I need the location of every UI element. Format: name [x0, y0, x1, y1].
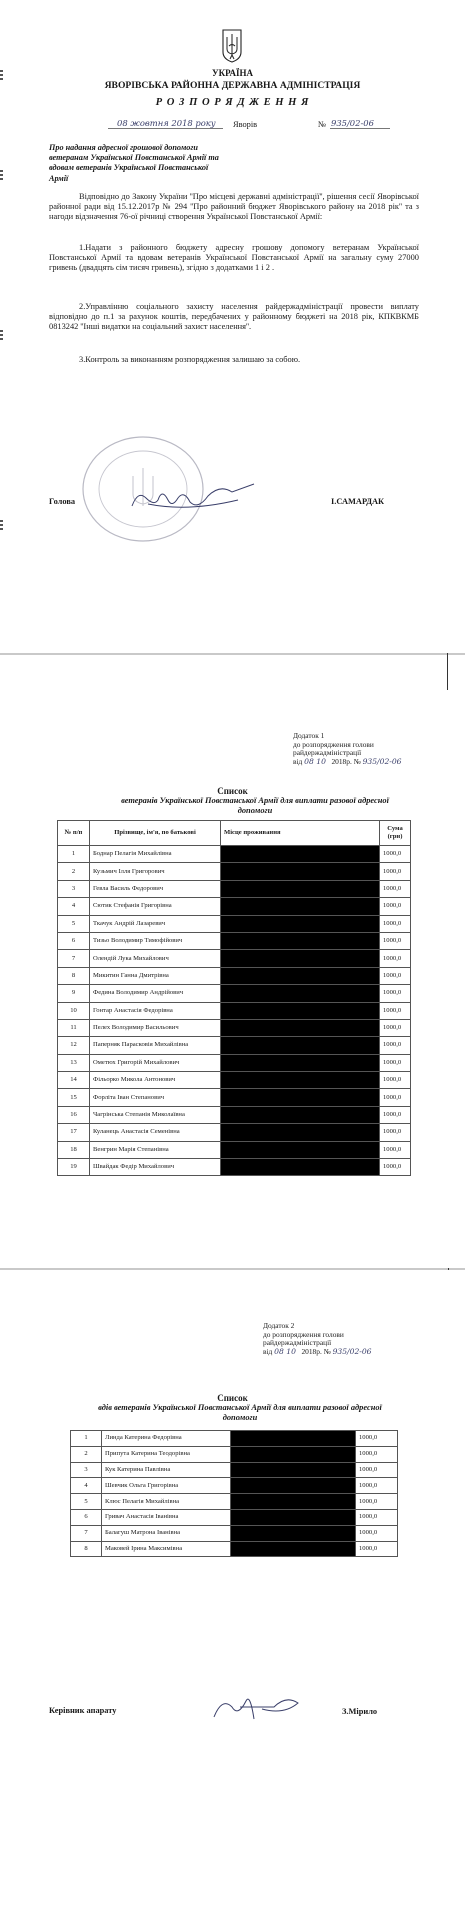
punch-marks	[0, 520, 5, 532]
recipient-name: Припута Катерина Теодорівна	[102, 1446, 231, 1462]
head-title: Голова	[49, 497, 76, 506]
recipient-name: Шевчик Ольга Григорівна	[102, 1478, 231, 1494]
amount-cell: 1000,0	[380, 1019, 411, 1036]
table-row	[58, 1124, 411, 1141]
recipient-name: Микитин Ганна Дмитрівна	[90, 967, 221, 984]
recipient-name: Линда Катерина Федорівна	[102, 1431, 231, 1447]
row-number: 13	[58, 1054, 90, 1071]
annex2-title: Список	[217, 1393, 248, 1403]
amount-cell: 1000,0	[380, 950, 411, 967]
recipient-name: Олендій Лука Михайлович	[90, 950, 221, 967]
amount-cell: 1000,0	[380, 1106, 411, 1123]
amount-cell: 1000,0	[380, 932, 411, 949]
table-row	[58, 1141, 411, 1158]
annex1-header: Додаток 1 до розпорядження голови райдержадміністрації від 08 10 2018р. № 935/02-06	[293, 731, 402, 766]
table-row	[58, 1037, 411, 1054]
amount-cell: 1000,0	[380, 898, 411, 915]
redacted-address	[231, 1462, 356, 1478]
recipient-name: Паперняк Парасковія Михайлівна	[90, 1037, 221, 1054]
amount-cell: 1000,0	[380, 880, 411, 897]
page-divider	[0, 653, 465, 655]
redacted-address	[231, 1446, 356, 1462]
recipient-name: Швайдак Федір Михайлович	[90, 1159, 221, 1176]
handwritten-signature-icon	[128, 480, 258, 514]
row-number: 4	[71, 1478, 102, 1494]
redacted-address	[221, 1072, 380, 1089]
row-number: 6	[71, 1509, 102, 1525]
row-number: 8	[58, 967, 90, 984]
table-row	[58, 1159, 411, 1176]
row-number: 14	[58, 1072, 90, 1089]
row-number: 2	[58, 863, 90, 880]
amount-cell: 1000,0	[356, 1525, 398, 1541]
recipient-name: Балагуш Матрона Іванівна	[102, 1525, 231, 1541]
redacted-address	[221, 1124, 380, 1141]
table-row	[58, 967, 411, 984]
amount-cell: 1000,0	[380, 967, 411, 984]
recipient-name: Ометюх Григорій Михайлович	[90, 1054, 221, 1071]
country-name: УКРАЇНА	[212, 68, 253, 78]
redacted-address	[221, 880, 380, 897]
table-row	[58, 1089, 411, 1106]
table-row	[58, 1072, 411, 1089]
redacted-address	[221, 1054, 380, 1071]
amount-cell: 1000,0	[380, 985, 411, 1002]
annex2-page	[0, 1270, 465, 1920]
recipient-name: Кузьмич Ілля Григорович	[90, 863, 221, 880]
order-subject: Про надання адресної грошової допомоги ветеранам Української Повстанської Армії та вдовам ветеранів Української Повстанської Армії	[49, 143, 219, 183]
annex2-subtitle: вдів ветеранів Української Повстанської Армії для виплати разової адресної допомоги	[98, 1403, 382, 1422]
amount-cell: 1000,0	[380, 1002, 411, 1019]
row-number: 12	[58, 1037, 90, 1054]
redacted-address	[221, 1106, 380, 1123]
row-number: 1	[71, 1431, 102, 1447]
amount-cell: 1000,0	[380, 1089, 411, 1106]
redacted-address	[221, 1089, 380, 1106]
row-number: 11	[58, 1019, 90, 1036]
row-number: 4	[58, 898, 90, 915]
number-sign: №	[318, 120, 326, 129]
recipient-name: Гевла Василь Федорович	[90, 880, 221, 897]
order-number: 935/02-06	[331, 118, 374, 128]
amount-cell: 1000,0	[380, 1072, 411, 1089]
table-row	[71, 1462, 398, 1478]
redacted-address	[231, 1431, 356, 1447]
table-row	[58, 915, 411, 932]
table-row	[58, 985, 411, 1002]
amount-cell: 1000,0	[380, 915, 411, 932]
redacted-address	[231, 1494, 356, 1510]
annex2-table	[70, 1430, 398, 1557]
row-number: 7	[58, 950, 90, 967]
redacted-address	[231, 1525, 356, 1541]
annex1-page	[0, 690, 465, 1270]
recipient-name: Сютик Стефанія Григорівна	[90, 898, 221, 915]
recipient-name: Венгрин Марія Степанівна	[90, 1141, 221, 1158]
redacted-address	[231, 1509, 356, 1525]
row-number: 3	[58, 880, 90, 897]
amount-cell: 1000,0	[380, 1159, 411, 1176]
redacted-address	[221, 1141, 380, 1158]
issuer-name: ЯВОРІВСЬКА РАЙОННА ДЕРЖАВНА АДМІНІСТРАЦІЯ	[104, 80, 361, 91]
row-number: 18	[58, 1141, 90, 1158]
table-row	[71, 1478, 398, 1494]
column-header: Сума (грн)	[380, 821, 411, 846]
recipient-name: Чагрінська Степанія Миколаївна	[90, 1106, 221, 1123]
redacted-address	[221, 915, 380, 932]
trident-emblem-icon	[221, 28, 243, 64]
number-underline	[330, 128, 390, 129]
row-number: 7	[71, 1525, 102, 1541]
table-row	[58, 880, 411, 897]
punch-marks	[0, 330, 5, 342]
date-underline	[108, 128, 223, 129]
redacted-address	[231, 1478, 356, 1494]
annex2-signer-name: З.Мірило	[342, 1707, 378, 1716]
amount-cell: 1000,0	[380, 846, 411, 863]
row-number: 3	[71, 1462, 102, 1478]
order-item-2: 2.Управлінню соціального захисту населення райдержадміністрації провести виплату відповідно до п.1 за рахунок коштів, передбачених у районному бюджеті на 2018 рік, КПКВКМБ 0813242 ''Інші видатки на соціальний захист населення''.	[49, 302, 419, 331]
redacted-address	[221, 846, 380, 863]
amount-cell: 1000,0	[380, 1124, 411, 1141]
row-number: 15	[58, 1089, 90, 1106]
row-number: 2	[71, 1446, 102, 1462]
order-page	[0, 0, 465, 690]
redacted-address	[221, 985, 380, 1002]
recipient-name: Маковей Ірина Максимівна	[102, 1541, 231, 1557]
punch-marks	[0, 170, 5, 182]
order-item-1: 1.Надати з районного бюджету адресну грошову допомогу ветеранам Української Повстанської Армії та вдовам ветеранів Української Повстанської Армії на загальну суму 27000 гривень (двадцять сім тисяч гривень), згідно з додатками 1 і 2 .	[49, 243, 419, 272]
recipient-name: Федина Володимир Андрійович	[90, 985, 221, 1002]
row-number: 9	[58, 985, 90, 1002]
row-number: 17	[58, 1124, 90, 1141]
table-row	[58, 1106, 411, 1123]
amount-cell: 1000,0	[356, 1541, 398, 1557]
row-number: 19	[58, 1159, 90, 1176]
table-row	[71, 1494, 398, 1510]
table-row	[58, 1054, 411, 1071]
order-item-3: 3.Контроль за виконанням розпорядження залишаю за собою.	[79, 355, 301, 364]
annex1-table	[57, 820, 411, 1176]
table-row	[71, 1525, 398, 1541]
redacted-address	[221, 932, 380, 949]
table-row	[58, 846, 411, 863]
row-number: 5	[71, 1494, 102, 1510]
order-place: Яворів	[233, 120, 258, 129]
annex2-signer-title: Керівник апарату	[49, 1706, 117, 1715]
amount-cell: 1000,0	[380, 863, 411, 880]
head-name: І.САМАРДАК	[331, 497, 385, 506]
amount-cell: 1000,0	[380, 1141, 411, 1158]
redacted-address	[221, 967, 380, 984]
table-row	[58, 1002, 411, 1019]
recipient-name: Пелех Володимир Васильович	[90, 1019, 221, 1036]
amount-cell: 1000,0	[356, 1509, 398, 1525]
table-row	[58, 898, 411, 915]
column-header: № п/п	[58, 821, 90, 846]
annex2-header: Додаток 2 до розпорядження голови райдержадміністрації від 08 10 2018р. № 935/02-06	[263, 1321, 372, 1356]
recipient-name: Боднар Пелагія Михайлівна	[90, 846, 221, 863]
redacted-address	[231, 1541, 356, 1557]
amount-cell: 1000,0	[356, 1431, 398, 1447]
row-number: 10	[58, 1002, 90, 1019]
redacted-address	[221, 1019, 380, 1036]
annex1-header-row	[58, 821, 411, 846]
row-number: 16	[58, 1106, 90, 1123]
recipient-name: Фільорко Микола Антонович	[90, 1072, 221, 1089]
redacted-address	[221, 863, 380, 880]
redacted-address	[221, 898, 380, 915]
row-number: 8	[71, 1541, 102, 1557]
table-row	[71, 1431, 398, 1447]
amount-cell: 1000,0	[356, 1462, 398, 1478]
amount-cell: 1000,0	[356, 1494, 398, 1510]
table-row	[71, 1541, 398, 1557]
table-row	[58, 932, 411, 949]
recipient-name: Тизьо Володимир Тимофійович	[90, 932, 221, 949]
annex1-subtitle: ветеранів Української Повстанської Армії для виплати разової адресної допомоги	[121, 796, 389, 815]
scan-edge	[447, 653, 448, 695]
amount-cell: 1000,0	[356, 1446, 398, 1462]
annex1-title: Список	[217, 786, 248, 796]
recipient-name: Кук Катерина Павлівна	[102, 1462, 231, 1478]
row-number: 1	[58, 846, 90, 863]
column-header: Місце проживання	[221, 821, 380, 846]
table-row	[58, 950, 411, 967]
table-row	[58, 1019, 411, 1036]
column-header: Прізвище, ім'я, по батькові	[90, 821, 221, 846]
table-row	[58, 863, 411, 880]
handwritten-signature-icon	[210, 1691, 302, 1723]
order-preamble: Відповідно до Закону України ''Про місцеві державні адміністрації'', рішення сесії Яворівської районної ради від 15.12.2017р № 294 ''Про районний бюджет Яворівського району на 2018 рік'' та з нагоди відзначення 76-ої річниці створення Української Повстанської Армії:	[49, 192, 419, 221]
amount-cell: 1000,0	[356, 1478, 398, 1494]
recipient-name: Гонтар Анастасія Федорівна	[90, 1002, 221, 1019]
table-row	[71, 1446, 398, 1462]
order-date: 08 жовтня 2018 року	[117, 118, 216, 128]
redacted-address	[221, 950, 380, 967]
row-number: 5	[58, 915, 90, 932]
amount-cell: 1000,0	[380, 1037, 411, 1054]
recipient-name: Куланець Анастасія Семенівна	[90, 1124, 221, 1141]
table-row	[71, 1509, 398, 1525]
amount-cell: 1000,0	[380, 1054, 411, 1071]
recipient-name: Гривач Анастасія Іванівна	[102, 1509, 231, 1525]
recipient-name: Клюс Пелагія Михайлівна	[102, 1494, 231, 1510]
recipient-name: Ткачук Андрій Лазаревич	[90, 915, 221, 932]
redacted-address	[221, 1159, 380, 1176]
redacted-address	[221, 1037, 380, 1054]
redacted-address	[221, 1002, 380, 1019]
document-type: Р О З П О Р Я Д Ж Е Н Н Я	[155, 97, 310, 108]
recipient-name: Форліта Іван Степанович	[90, 1089, 221, 1106]
row-number: 6	[58, 932, 90, 949]
